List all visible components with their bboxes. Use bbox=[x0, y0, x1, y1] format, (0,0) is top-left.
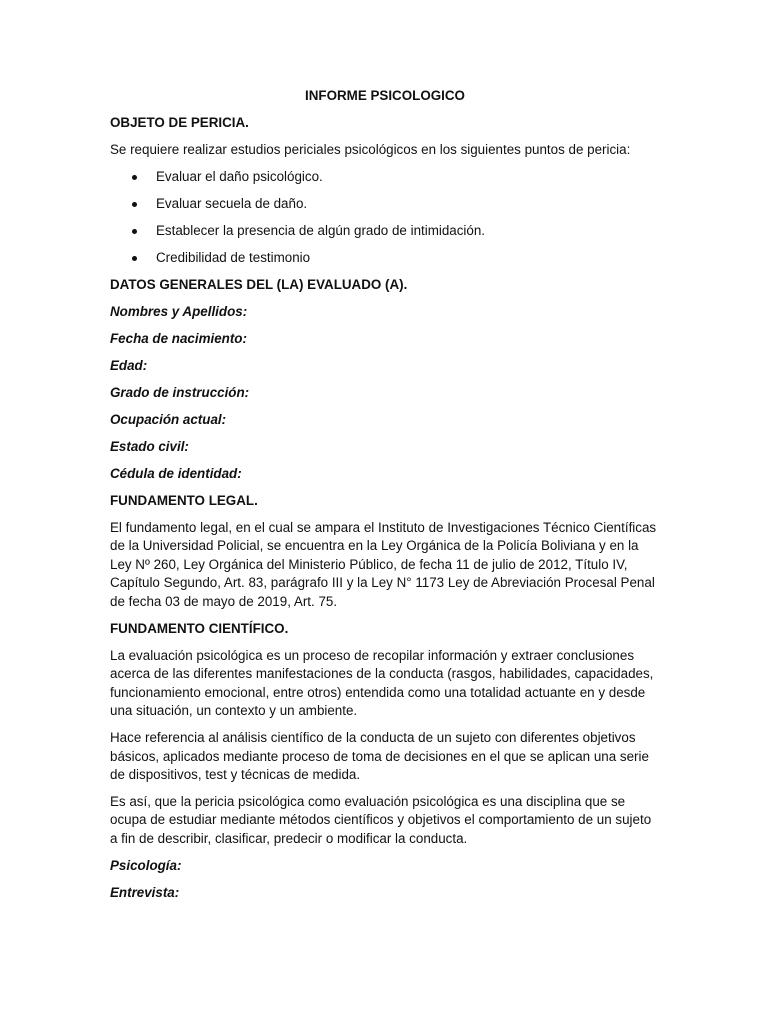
fundamento-cientifico-heading: FUNDAMENTO CIENTÍFICO. bbox=[110, 620, 289, 636]
field-nombres: Nombres y Apellidos: bbox=[110, 303, 248, 319]
field-fecha-nacimiento: Fecha de nacimiento: bbox=[110, 330, 247, 346]
fundamento-cientifico-paragraph: Hace referencia al análisis científico de la conducta de un sujeto con diferentes objetivos básicos, aplicados mediante proceso de toma de decisiones en el que se aplican una serie de dispositivos, test y técnicas de medida. bbox=[110, 729, 649, 783]
field-grado-instruccion: Grado de instrucción: bbox=[110, 384, 250, 400]
list-item-text: Evaluar el daño psicológico. bbox=[156, 168, 323, 184]
field-ocupacion: Ocupación actual: bbox=[110, 411, 227, 427]
list-item bbox=[110, 249, 660, 268]
bullet-icon bbox=[132, 229, 137, 234]
document-body bbox=[110, 87, 660, 911]
fundamento-cientifico-paragraph: La evaluación psicológica es un proceso de recopilar información y extraer conclusiones acerca de las diferentes manifestaciones de la conducta (rasgos, habilidades, capacidades, funcionamiento emocional, entre otros) entendida como una totalidad actuante en y desde una situación, un contexto y un ambiente. bbox=[110, 647, 654, 719]
list-item-text: Evaluar secuela de daño. bbox=[156, 195, 308, 211]
list-item-text: Credibilidad de testimonio bbox=[156, 249, 311, 265]
bullet-icon bbox=[132, 175, 137, 180]
list-item-text: Establecer la presencia de algún grado de intimidación. bbox=[156, 222, 486, 238]
fundamento-cientifico-paragraph: Es así, que la pericia psicológica como evaluación psicológica es una disciplina que se ocupa de estudiar mediante métodos científicos y objetivos el comportamiento de un sujeto a fin de describir, clasificar, predecir o modificar la conducta. bbox=[110, 793, 652, 846]
field-edad: Edad: bbox=[110, 357, 148, 373]
bullet-icon bbox=[132, 256, 137, 261]
field-psicologia: Psicología: bbox=[110, 857, 182, 873]
list-item bbox=[110, 195, 660, 214]
fundamento-legal-heading: FUNDAMENTO LEGAL. bbox=[110, 492, 258, 508]
objeto-intro: Se requiere realizar estudios periciales psicológicos en los siguientes puntos de pericia: bbox=[110, 142, 631, 157]
bullet-icon bbox=[132, 202, 137, 207]
list-item bbox=[110, 222, 660, 241]
fundamento-legal-text: El fundamento legal, en el cual se ampara el Instituto de Investigaciones Técnico Científicas de la Universidad Policial, se encuentra en la Ley Orgánica de la Policía Boliviana y en la Ley Nº 260, Ley Orgánica del Ministerio Público, de fecha 11 de julio de 2012, Título IV, Capítulo Segundo, Art. 83, parágrafo III y la Ley N° 1173 Ley de Abreviación Procesal Penal de fecha 03 de mayo de 2019, Art. 75. bbox=[110, 519, 657, 609]
datos-heading: DATOS GENERALES DEL (LA) EVALUADO (A). bbox=[110, 276, 408, 292]
list-item bbox=[110, 168, 660, 187]
objeto-heading: OBJETO DE PERICIA. bbox=[110, 115, 249, 130]
pericia-points-list bbox=[110, 168, 660, 268]
field-cedula: Cédula de identidad: bbox=[110, 465, 242, 481]
document-title: INFORME PSICOLOGICO bbox=[305, 88, 465, 103]
field-estado-civil: Estado civil: bbox=[110, 438, 189, 454]
field-entrevista: Entrevista: bbox=[110, 884, 180, 900]
